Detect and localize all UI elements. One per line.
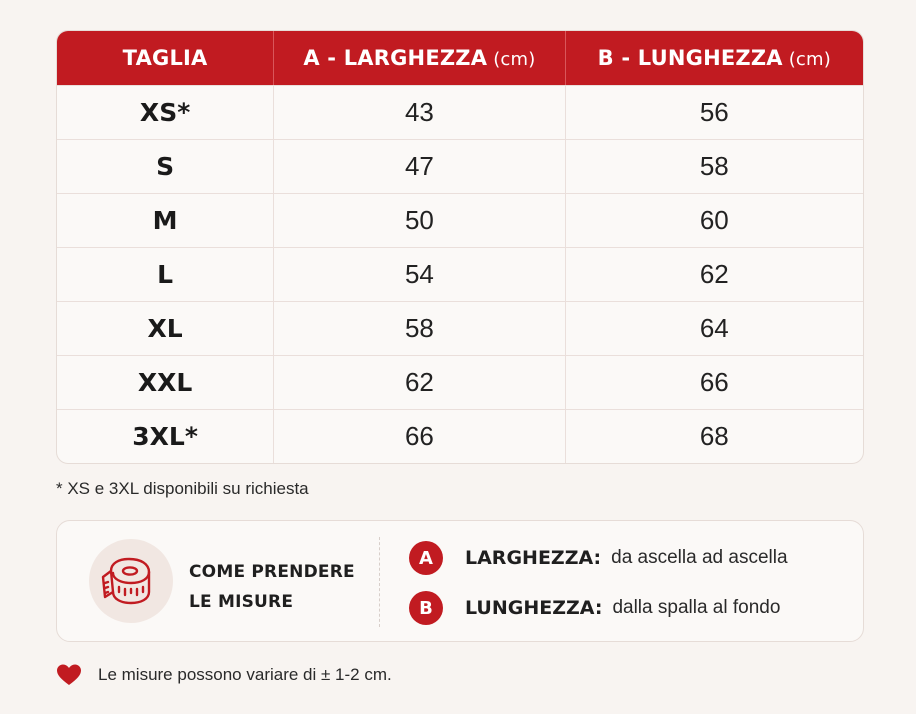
cell-width: 50 xyxy=(274,193,565,247)
variation-note xyxy=(56,660,392,690)
how-to-measure-title-line2: LE MISURE xyxy=(189,592,294,612)
header-width-unit: (cm) xyxy=(493,49,536,70)
table-row xyxy=(57,85,863,139)
cell-size: M xyxy=(57,193,274,247)
how-to-measure-title-line1: COME PRENDERE xyxy=(189,562,355,582)
size-table xyxy=(56,30,864,464)
heart-icon xyxy=(56,663,82,687)
badge-b: B xyxy=(409,591,443,625)
cell-length: 56 xyxy=(566,85,863,139)
measure-length-label: LUNGHEZZA: xyxy=(465,597,603,619)
header-width: A - LARGHEZZA (cm) xyxy=(274,31,565,85)
measure-width-label: LARGHEZZA: xyxy=(465,547,602,569)
cell-size: L xyxy=(57,247,274,301)
cell-length: 66 xyxy=(566,355,863,409)
cell-length: 68 xyxy=(566,409,863,463)
footnote: * XS e 3XL disponibili su richiesta xyxy=(56,479,309,498)
table-row xyxy=(57,247,863,301)
cell-width: 43 xyxy=(274,85,565,139)
header-size: TAGLIA xyxy=(57,31,274,85)
how-to-measure-panel xyxy=(56,520,864,642)
cell-size: XS* xyxy=(57,85,274,139)
cell-width: 66 xyxy=(274,409,565,463)
table-row xyxy=(57,301,863,355)
cell-size: 3XL* xyxy=(57,409,274,463)
cell-size: XXL xyxy=(57,355,274,409)
table-row xyxy=(57,139,863,193)
cell-width: 58 xyxy=(274,301,565,355)
table-row xyxy=(57,193,863,247)
cell-size: XL xyxy=(57,301,274,355)
measure-length-row xyxy=(409,591,780,625)
cell-length: 60 xyxy=(566,193,863,247)
header-length-unit: (cm) xyxy=(788,49,831,70)
table-row xyxy=(57,409,863,463)
cell-length: 62 xyxy=(566,247,863,301)
measure-width-row xyxy=(409,541,788,575)
variation-note-text: Le misure possono variare di ± 1-2 cm. xyxy=(98,665,392,684)
header-length: B - LUNGHEZZA (cm) xyxy=(566,31,863,85)
measure-length-description: dalla spalla al fondo xyxy=(612,597,781,618)
badge-a: A xyxy=(409,541,443,575)
measure-width-description: da ascella ad ascella xyxy=(611,547,788,568)
measuring-tape-icon xyxy=(89,539,173,623)
table-header-row xyxy=(57,31,863,85)
cell-width: 47 xyxy=(274,139,565,193)
cell-length: 64 xyxy=(566,301,863,355)
cell-length: 58 xyxy=(566,139,863,193)
cell-width: 54 xyxy=(274,247,565,301)
table-row xyxy=(57,355,863,409)
cell-width: 62 xyxy=(274,355,565,409)
how-to-measure-title xyxy=(189,557,355,617)
dashed-divider xyxy=(379,537,380,627)
cell-size: S xyxy=(57,139,274,193)
